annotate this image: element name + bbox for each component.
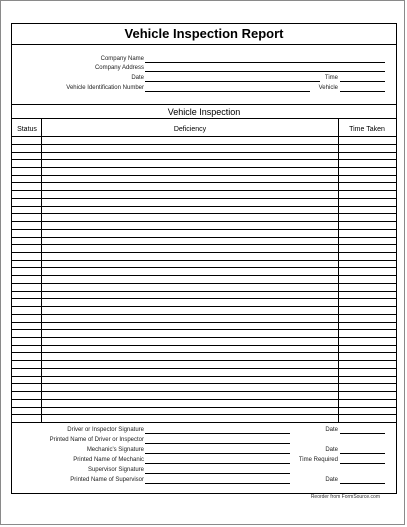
time-required-line[interactable] — [340, 463, 385, 464]
table-row[interactable] — [12, 322, 396, 323]
date-label: Date — [131, 75, 144, 81]
table-row[interactable] — [12, 283, 396, 284]
table-row[interactable] — [12, 152, 396, 153]
table-row[interactable] — [12, 213, 396, 214]
table-row[interactable] — [12, 298, 396, 299]
table-row[interactable] — [12, 206, 396, 207]
mechanic-name-line[interactable] — [145, 463, 290, 464]
company-name-label: Company Name — [100, 56, 144, 62]
company-address-line[interactable] — [145, 71, 385, 72]
vehicle-line[interactable] — [340, 91, 385, 92]
driver-name-line[interactable] — [145, 443, 290, 444]
time-taken-column-header: Time Taken — [349, 126, 385, 133]
table-row[interactable] — [12, 159, 396, 160]
date-line-1[interactable] — [340, 433, 385, 434]
driver-signature-label: Driver or Inspector Signature — [67, 427, 144, 433]
table-row[interactable] — [12, 407, 396, 408]
table-row[interactable] — [12, 175, 396, 176]
table-row[interactable] — [12, 414, 396, 415]
section-title: Vehicle Inspection — [167, 107, 241, 117]
table-row[interactable] — [12, 314, 396, 315]
date-line-2[interactable] — [340, 453, 385, 454]
table-bottom-rule — [12, 422, 396, 423]
table-row[interactable] — [12, 190, 396, 191]
table-row[interactable] — [12, 252, 396, 253]
vin-label: Vehicle Identification Number — [66, 85, 144, 91]
table-row[interactable] — [12, 182, 396, 183]
table-row[interactable] — [12, 306, 396, 307]
table-row[interactable] — [12, 360, 396, 361]
table-row[interactable] — [12, 260, 396, 261]
table-row[interactable] — [12, 136, 396, 137]
driver-signature-line[interactable] — [145, 433, 290, 434]
table-row[interactable] — [12, 383, 396, 384]
table-row[interactable] — [12, 144, 396, 145]
vehicle-label: Vehicle — [318, 85, 338, 91]
driver-name-label: Printed Name of Driver or Inspector — [49, 437, 144, 443]
table-row[interactable] — [12, 229, 396, 230]
date-label-2: Date — [325, 447, 338, 453]
table-row[interactable] — [12, 368, 396, 369]
table-row[interactable] — [12, 198, 396, 199]
mechanic-signature-line[interactable] — [145, 453, 290, 454]
deficiency-column-header: Deficiency — [173, 126, 207, 133]
table-row[interactable] — [12, 352, 396, 353]
table-row[interactable] — [12, 267, 396, 268]
time-line[interactable] — [340, 81, 385, 82]
table-row[interactable] — [12, 376, 396, 377]
date-label-3: Date — [325, 477, 338, 483]
supervisor-name-line[interactable] — [145, 483, 290, 484]
mechanic-signature-label: Mechanic's Signature — [86, 447, 144, 453]
table-row[interactable] — [12, 399, 396, 400]
table-row[interactable] — [12, 237, 396, 238]
status-column-header: Status — [17, 126, 37, 133]
reorder-footer: Reorder from FormSource.com — [310, 494, 380, 500]
time-required-label: Time Required — [298, 457, 338, 463]
inspection-form — [11, 45, 397, 494]
table-row[interactable] — [12, 345, 396, 346]
supervisor-name-label: Printed Name of Supervisor — [70, 477, 144, 483]
table-row[interactable] — [12, 329, 396, 330]
table-row[interactable] — [12, 275, 396, 276]
company-name-line[interactable] — [145, 62, 385, 63]
table-row[interactable] — [12, 244, 396, 245]
date-line-3[interactable] — [340, 483, 385, 484]
table-row[interactable] — [12, 337, 396, 338]
date-label-1: Date — [325, 427, 338, 433]
form-title: Vehicle Inspection Report — [11, 23, 397, 45]
company-address-label: Company Address — [94, 65, 144, 71]
table-row[interactable] — [12, 167, 396, 168]
mechanic-name-label: Printed Name of Mechanic — [73, 457, 144, 463]
supervisor-signature-label: Supervisor Signature — [87, 467, 144, 473]
supervisor-signature-line[interactable] — [145, 473, 290, 474]
table-row[interactable] — [12, 291, 396, 292]
date-line[interactable] — [145, 81, 320, 82]
section-divider — [12, 104, 396, 105]
table-row[interactable] — [12, 391, 396, 392]
table-row[interactable] — [12, 221, 396, 222]
time-label: Time — [324, 75, 338, 81]
vin-line[interactable] — [145, 91, 310, 92]
